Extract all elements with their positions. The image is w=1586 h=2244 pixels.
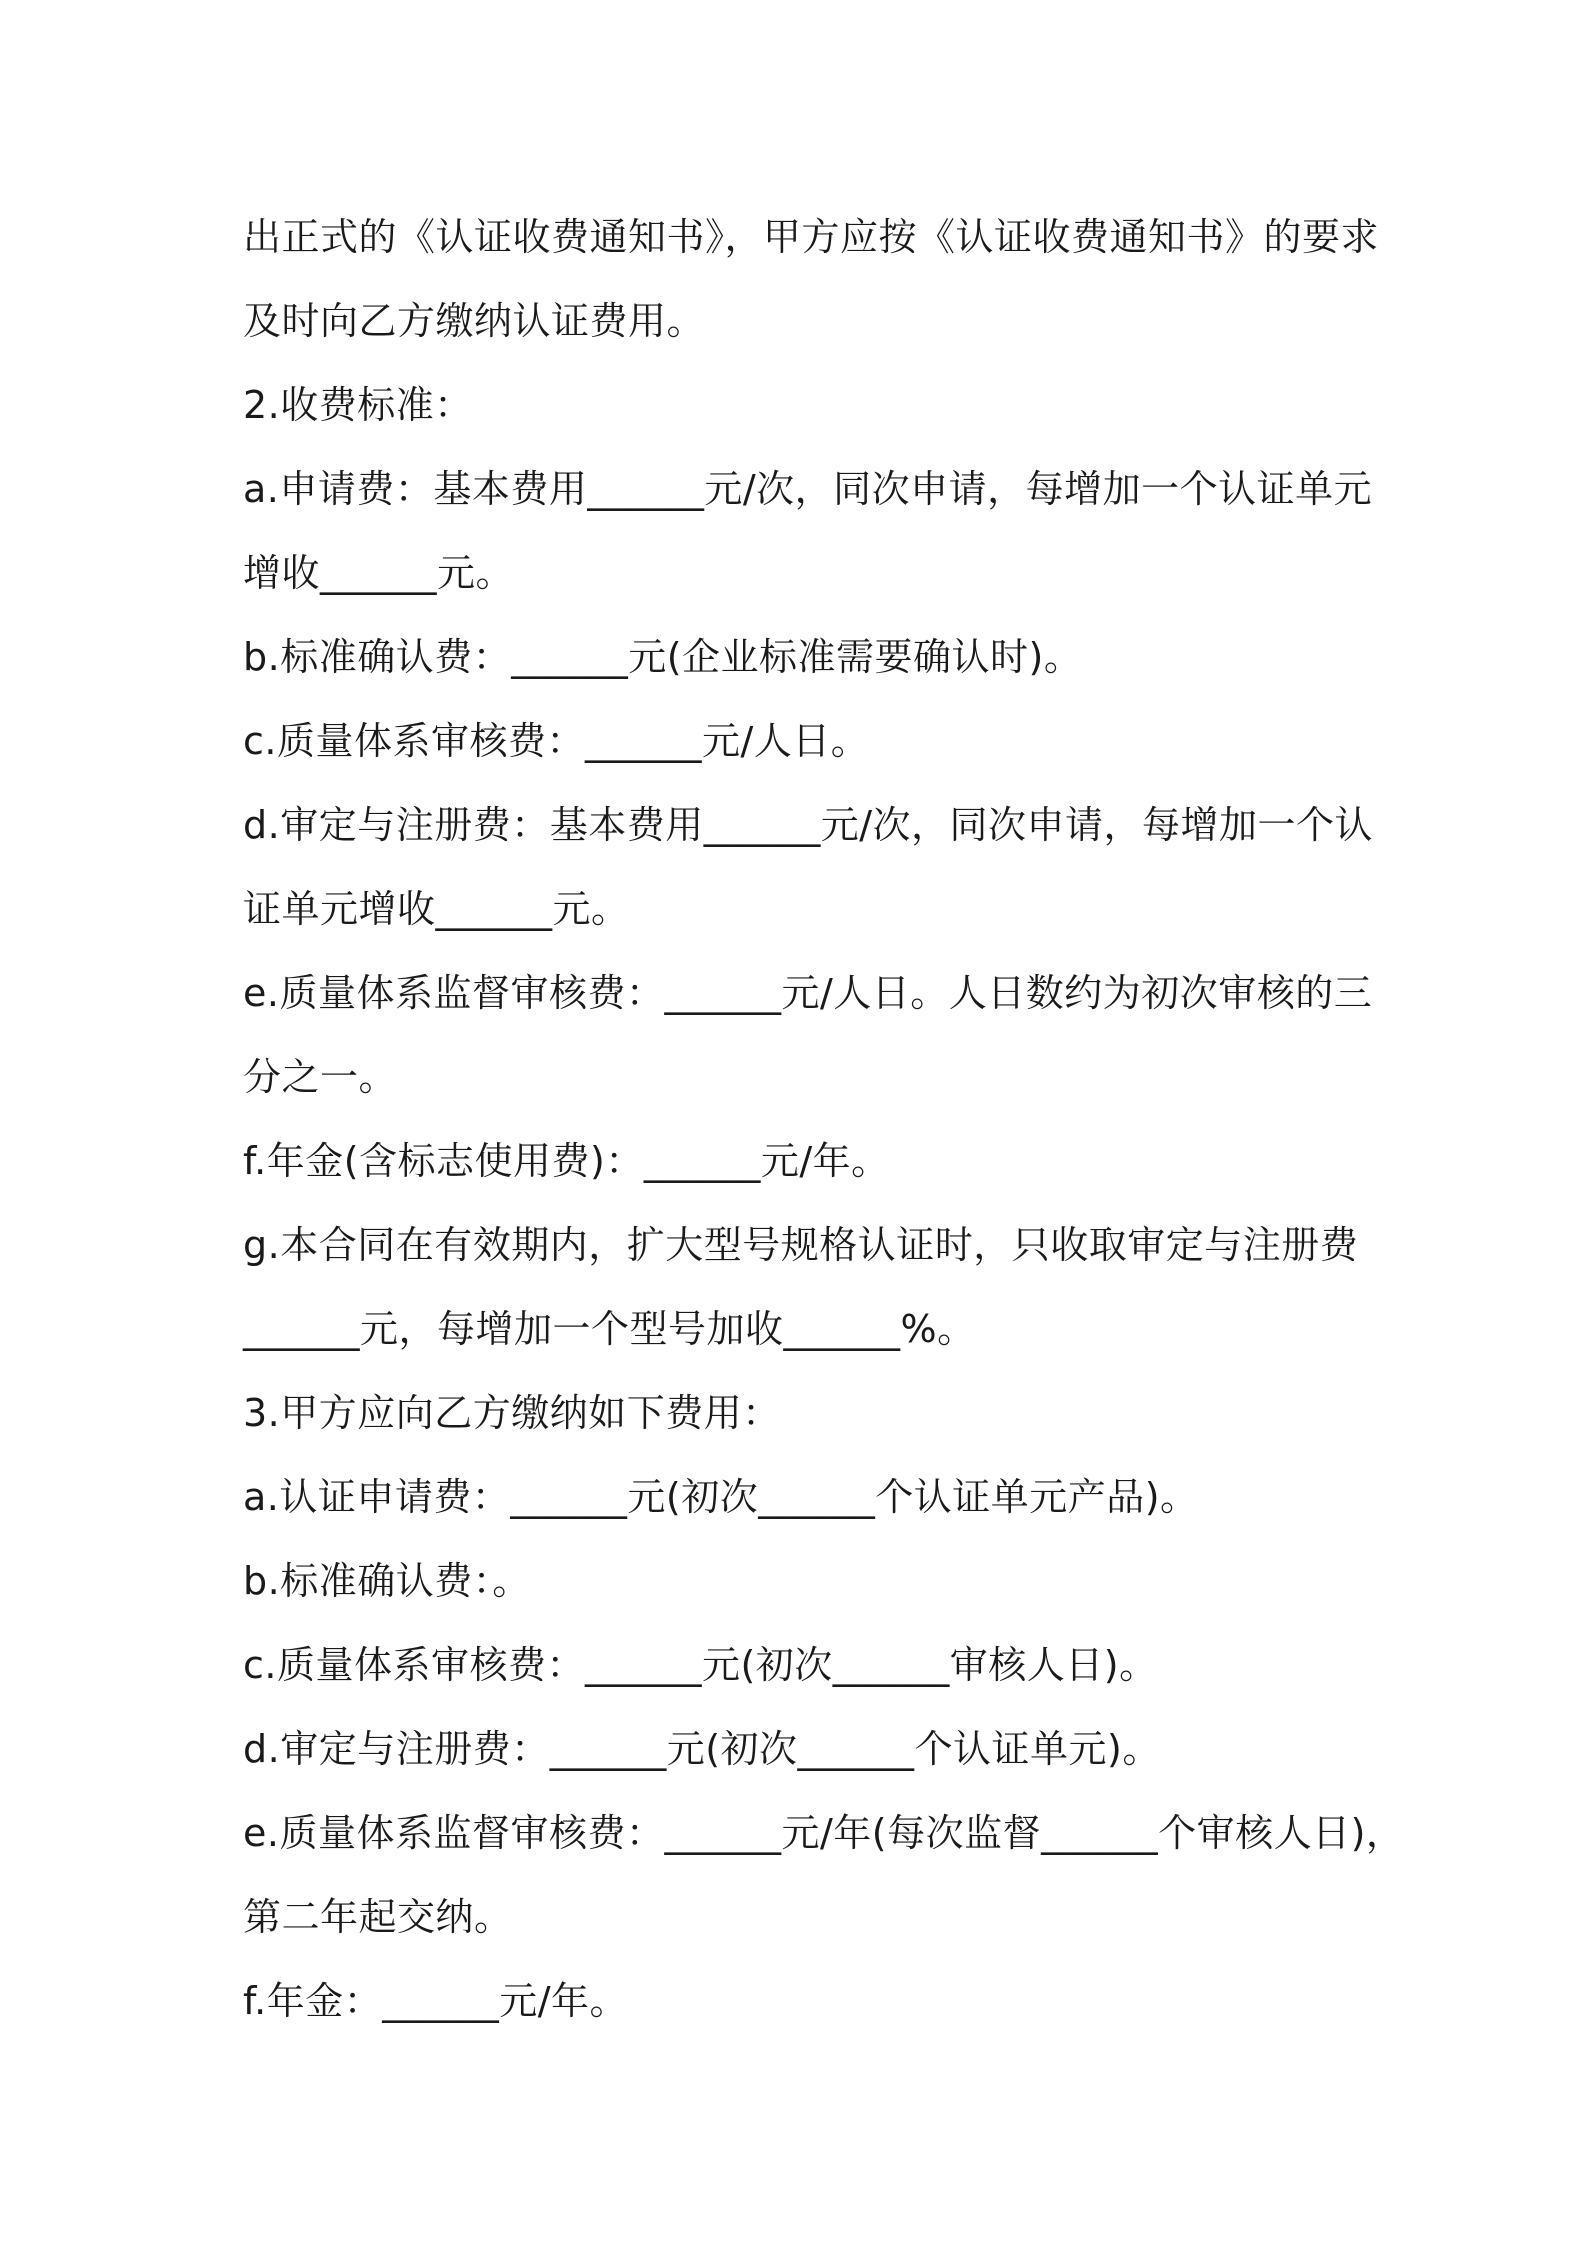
fee-item-line: 分之一。 xyxy=(243,1055,398,1099)
fee-item-line: c.质量体系审核费：______元/人日。 xyxy=(243,719,870,763)
fee-item-line: b.标准确认费：______元(企业标准需要确认时)。 xyxy=(243,635,1083,679)
fee-item-line: f.年金(含标志使用费)：______元/年。 xyxy=(243,1139,890,1183)
section-heading: 3.甲方应向乙方缴纳如下费用： xyxy=(243,1391,781,1435)
paragraph-line: 及时向乙方缴纳认证费用。 xyxy=(243,299,706,343)
paragraph-line: 出正式的《认证收费通知书》，甲方应按《认证收费通知书》的要求 xyxy=(243,215,1380,259)
fee-item-line: 增收______元。 xyxy=(243,551,515,595)
payment-item-line: d.审定与注册费：______元(初次______个认证单元)。 xyxy=(243,1727,1161,1771)
payment-item-line: b.标准确认费：。 xyxy=(243,1559,531,1603)
fee-item-line: d.审定与注册费：基本费用______元/次，同次申请，每增加一个认 xyxy=(243,803,1374,847)
fee-item-line: e.质量体系监督审核费：______元/人日。人日数约为初次审核的三 xyxy=(243,971,1373,1015)
contract-fee-section xyxy=(243,195,1405,2043)
fee-item-line: g.本合同在有效期内，扩大型号规格认证时，只收取审定与注册费 xyxy=(243,1223,1359,1267)
payment-item-line: a.认证申请费：______元(初次______个认证单元产品)。 xyxy=(243,1475,1199,1519)
fee-item-line: a.申请费：基本费用______元/次，同次申请，每增加一个认证单元 xyxy=(243,467,1373,511)
section-heading: 2.收费标准： xyxy=(243,383,473,427)
payment-item-line: 第二年起交纳。 xyxy=(243,1895,513,1939)
payment-item-line: f.年金：______元/年。 xyxy=(243,1979,628,2023)
fee-item-line: ______元，每增加一个型号加收______%。 xyxy=(243,1307,976,1351)
payment-item-line: e.质量体系监督审核费：______元/年(每次监督______个审核人日)， xyxy=(243,1811,1405,1855)
payment-item-line: c.质量体系审核费：______元(初次______审核人日)。 xyxy=(243,1643,1158,1687)
fee-item-line: 证单元增收______元。 xyxy=(243,887,630,931)
